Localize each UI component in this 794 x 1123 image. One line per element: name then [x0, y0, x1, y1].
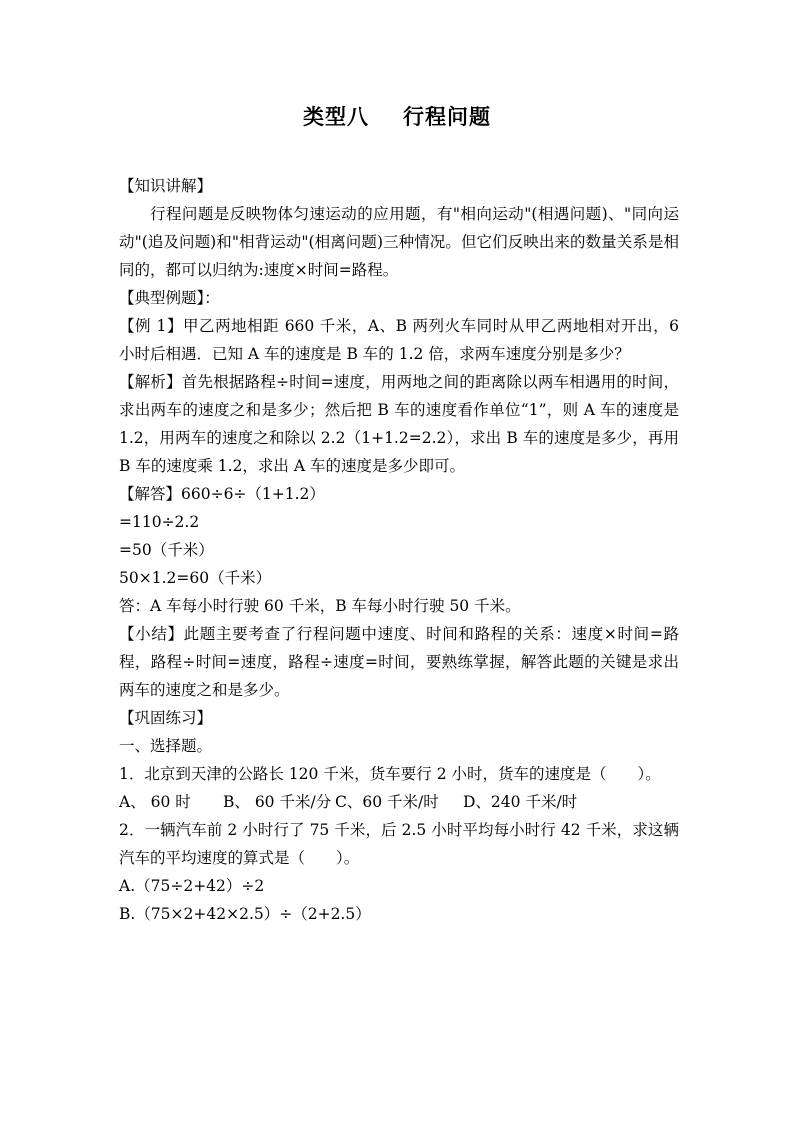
solution-line: 【解答】660÷6÷（1+1.2） — [119, 485, 325, 503]
option-b: B、 60 千米/分 — [223, 793, 332, 811]
question-1: 1．北京到天津的公路长 120 千米，货车要行 2 小时，货车的速度是（ ）。 — [119, 765, 661, 783]
example-summary: 【小结】此题主要考查了行程问题中速度、时间和路程的关系：速度×时间=路程，路程÷时间=速度，路程÷速度=时间，要熟练掌握，解答此题的关键是求出两车的速度之和是多少。 — [119, 625, 679, 699]
example-heading: 【典型例题】： — [119, 289, 220, 307]
solution-answer: 答：A 车每小时行驶 60 千米，B 车每小时行驶 50 千米。 — [119, 597, 521, 615]
solution-line: =110÷2.2 — [119, 513, 200, 531]
practice-section-title: 一、选择题。 — [119, 737, 213, 755]
page-title — [0, 101, 794, 131]
option-a: A、 60 时 — [119, 793, 191, 811]
knowledge-paragraph: 行程问题是反映物体匀速运动的应用题，有"相向运动"(相遇问题)、"同向运动"(追及问题)和"相背运动"(相离问题)三种情况。但它们反映出来的数量关系是相同的，都可以归纳为:速度×时间=路程。 — [119, 205, 679, 279]
question-1-options — [119, 788, 679, 816]
title-topic-label: 行程问题 — [403, 105, 491, 129]
option-c: C、60 千米/时 — [335, 793, 439, 811]
example-problem: 【例 1】甲乙两地相距 660 千米，A、B 两列火车同时从甲乙两地相对开出，6 小时后相遇．已知 A 车的速度是 B 车的 1.2 倍，求两车速度分别是多少？ — [119, 317, 679, 363]
solution-line: =50（千米） — [119, 541, 214, 559]
solution-line: 50×1.2=60（千米） — [119, 569, 272, 587]
practice-heading: 【巩固练习】 — [119, 709, 213, 727]
example-analysis: 【解析】首先根据路程÷时间=速度，用两地之间的距离除以两车相遇用的时间，求出两车的速度之和是多少；然后把 B 车的速度看作单位“1”，则 A 车的速度是 1.2，用两车的速度之和除以 2.2（1+1.2=2.2），求出 B 车的速度是多少，再用 B 车的速度乘 1.2，求出 A 车的速度是多少即可。 — [119, 373, 679, 475]
question-2-option-b: B.（75×2+42×2.5）÷（2+2.5） — [119, 905, 371, 923]
question-2-option-a: A.（75÷2+42）÷2 — [119, 877, 265, 895]
question-2: 2．一辆汽车前 2 小时行了 75 千米，后 2.5 小时平均每小时行 42 千米，求这辆汽车的平均速度的算式是（ ）。 — [119, 821, 679, 867]
option-d: D、240 千米/时 — [463, 793, 578, 811]
document-body — [119, 172, 679, 928]
knowledge-heading: 【知识讲解】 — [119, 177, 213, 195]
title-type-label: 类型八 — [303, 105, 369, 129]
